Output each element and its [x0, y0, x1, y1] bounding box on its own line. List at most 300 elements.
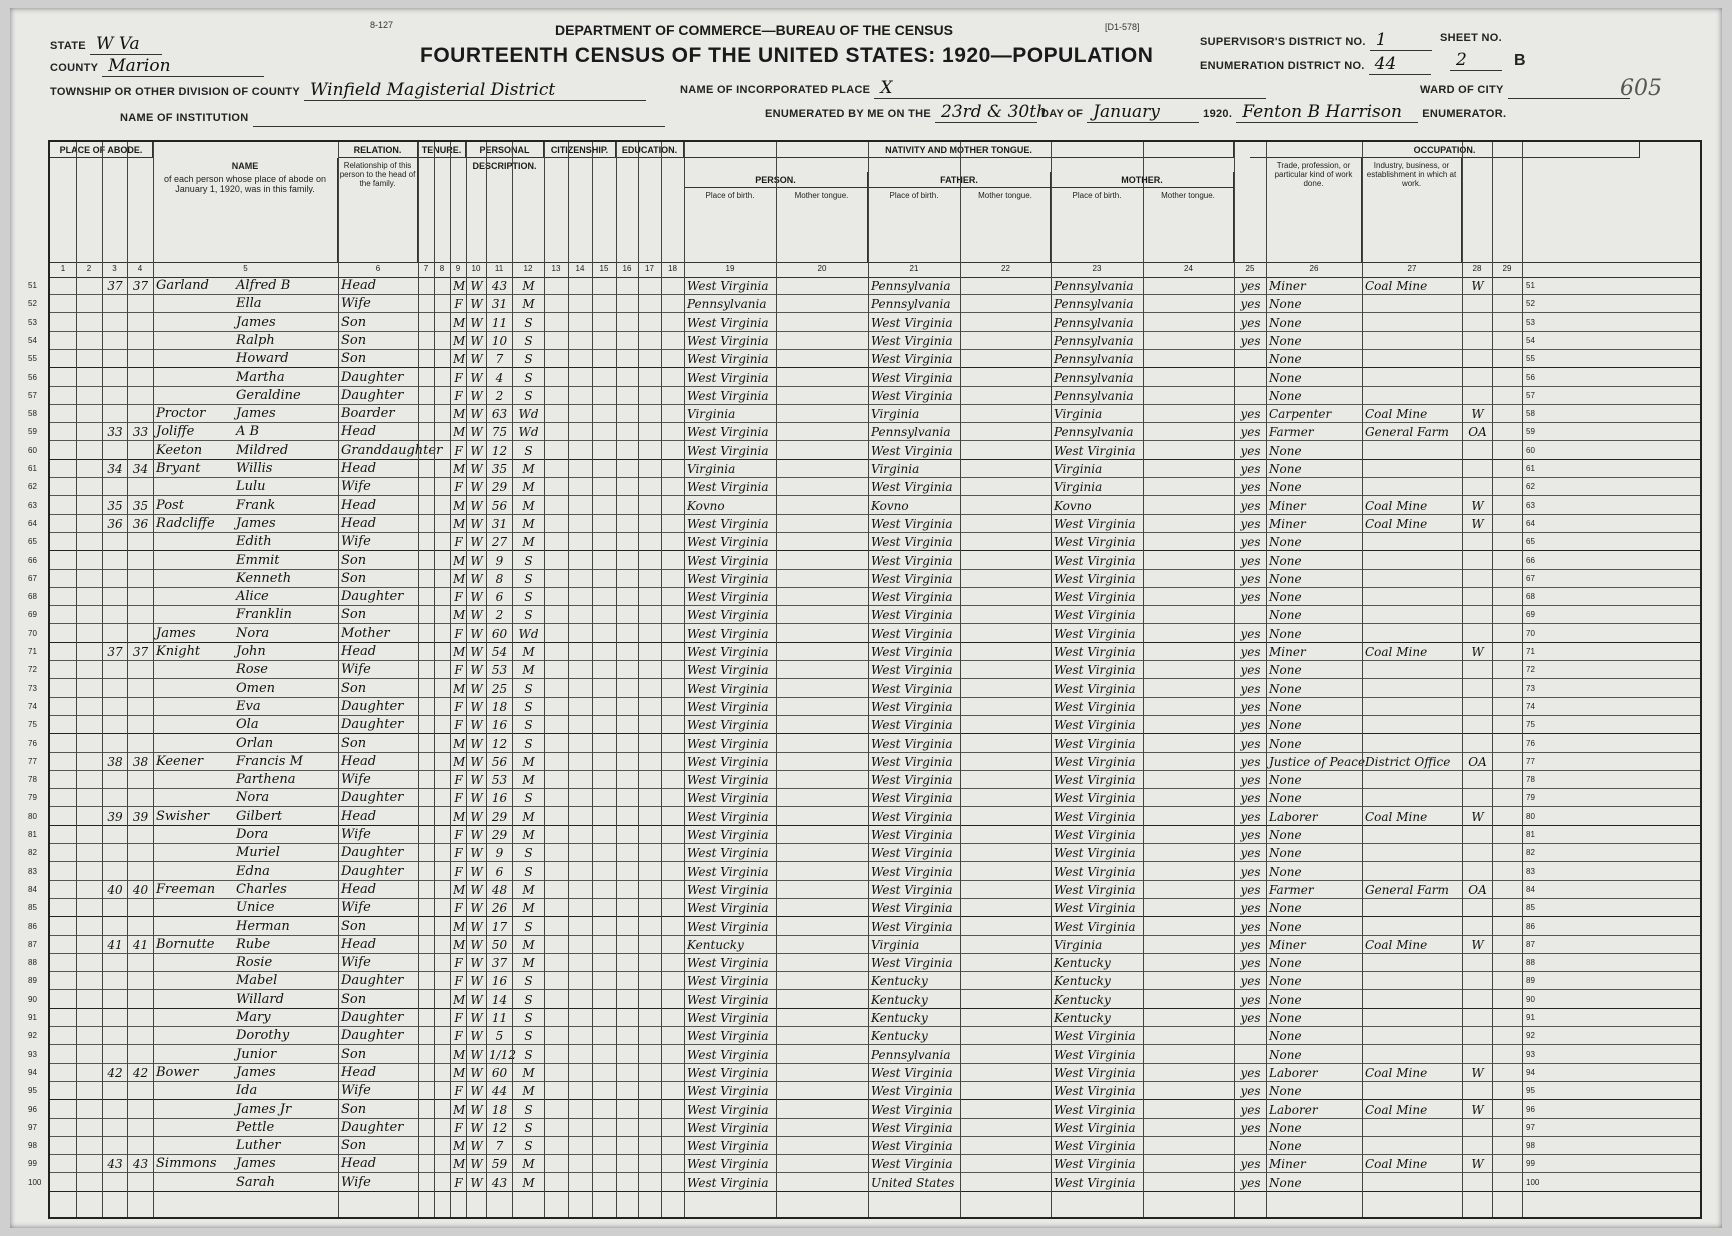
line-number: 67	[28, 573, 37, 583]
mar-cell: S	[524, 1029, 533, 1044]
rel-cell: Son	[341, 1138, 367, 1154]
fam-cell: 43	[132, 1157, 149, 1172]
cls-cell	[1465, 295, 1490, 313]
race-cell: W	[470, 901, 483, 916]
mpob-cell: Kentucky	[1054, 992, 1111, 1007]
name-cell	[156, 826, 336, 844]
race-cell: W	[470, 1157, 483, 1172]
enumerator-label: ENUMERATOR.	[1422, 108, 1507, 120]
name-cell	[156, 936, 336, 954]
line-number-right: 87	[1526, 939, 1535, 949]
sex-cell: F	[454, 1084, 463, 1099]
given-name: Franklin	[236, 607, 292, 623]
mar-cell: M	[522, 297, 535, 312]
pob-cell: West Virginia	[687, 333, 769, 348]
eng-cell	[1237, 606, 1264, 624]
table-row	[28, 460, 1700, 478]
occ-cell: Miner	[1269, 516, 1306, 531]
township-label: TOWNSHIP OR OTHER DIVISION OF COUNTY	[50, 86, 300, 98]
column-rule	[338, 142, 339, 1217]
name-cell	[156, 771, 336, 789]
stamp-number: 605	[1620, 76, 1662, 101]
pob-cell: West Virginia	[687, 480, 769, 495]
given-name: James	[236, 314, 276, 330]
race-cell: W	[470, 699, 483, 714]
age-cell: 27	[491, 535, 508, 550]
sex-cell: M	[453, 498, 466, 513]
name-cell	[156, 735, 336, 753]
line-number-right: 91	[1526, 1013, 1535, 1022]
fam-cell	[130, 387, 151, 405]
mpob-cell: Pennsylvania	[1054, 388, 1134, 403]
fpob-cell: West Virginia	[871, 809, 953, 824]
race-cell: W	[470, 425, 483, 440]
table-row	[28, 789, 1700, 807]
given-name: Frank	[236, 497, 276, 513]
dw-cell	[105, 625, 125, 643]
fpob-cell: West Virginia	[871, 901, 953, 916]
fpob-cell: West Virginia	[871, 571, 953, 586]
group-personal: PERSONAL DESCRIPTION.	[466, 142, 544, 158]
occ-cell: None	[1269, 590, 1302, 605]
line-number-right: 86	[1526, 921, 1535, 931]
mar-cell: S	[524, 681, 533, 696]
cls-cell	[1465, 661, 1490, 679]
fpob-cell: West Virginia	[871, 1084, 953, 1099]
cls-cell	[1465, 826, 1490, 844]
cls-cell	[1465, 918, 1490, 936]
occ-cell: None	[1269, 443, 1302, 458]
line-number-right: 51	[1526, 281, 1535, 290]
age-cell: 18	[491, 699, 508, 714]
pob-cell: West Virginia	[687, 1029, 769, 1044]
name-cell	[156, 533, 336, 551]
fpob-cell: Virginia	[871, 462, 920, 476]
occ-cell: None	[1269, 699, 1302, 714]
fpob-cell: Virginia	[871, 407, 920, 422]
name-cell	[156, 314, 336, 332]
cls-cell: OA	[1468, 754, 1487, 769]
cls-cell	[1465, 552, 1490, 570]
rel-cell: Mother	[341, 625, 390, 641]
fam-cell	[130, 1046, 151, 1064]
dw-cell: 33	[107, 425, 123, 440]
ind-cell	[1365, 332, 1460, 350]
ind-cell	[1365, 844, 1460, 862]
eng-cell	[1237, 1137, 1264, 1155]
race-cell: W	[470, 553, 483, 568]
pob-cell: West Virginia	[687, 1084, 769, 1099]
age-cell: 56	[491, 498, 508, 513]
line-number-right: 96	[1526, 1104, 1535, 1114]
rel-cell: Head	[341, 461, 377, 476]
name-cell	[156, 991, 336, 1009]
ind-cell	[1365, 991, 1460, 1009]
dw-cell	[105, 918, 125, 936]
table-row	[28, 515, 1700, 533]
fpob-cell: Kovno	[871, 498, 909, 513]
line-number-right: 54	[1526, 335, 1535, 345]
name-cell	[156, 1119, 336, 1137]
occ-cell: Miner	[1269, 937, 1306, 952]
mar-cell: M	[522, 1065, 535, 1080]
cls-cell	[1465, 844, 1490, 862]
fpob-cell: West Virginia	[871, 1157, 953, 1172]
cls-cell	[1465, 1082, 1490, 1100]
eng-cell: yes	[1240, 1011, 1261, 1025]
line-number-right: 100	[1526, 1177, 1540, 1187]
sex-cell: F	[454, 626, 463, 641]
column-number: 2	[86, 264, 92, 273]
fam-cell: 41	[132, 937, 149, 952]
fam-cell	[130, 1137, 151, 1155]
name-cell	[156, 625, 336, 643]
fpob-cell: West Virginia	[871, 535, 953, 550]
eng-cell: yes	[1240, 462, 1261, 476]
cls-cell	[1465, 899, 1490, 917]
mar-cell: M	[522, 882, 535, 897]
pob-cell: West Virginia	[687, 992, 769, 1007]
line-number-right: 60	[1526, 445, 1535, 455]
father-tongue-header: Mother tongue.	[960, 188, 1051, 262]
eng-cell: yes	[1240, 736, 1261, 751]
name-cell	[156, 423, 336, 441]
fam-cell	[130, 295, 151, 313]
fam-cell	[130, 350, 151, 368]
race-cell: W	[470, 590, 483, 605]
pob-cell: West Virginia	[687, 1102, 769, 1117]
fpob-cell: West Virginia	[871, 352, 953, 367]
ind-cell	[1365, 442, 1460, 460]
dw-cell	[105, 1009, 125, 1027]
mar-cell: S	[524, 333, 533, 348]
pob-cell: West Virginia	[687, 681, 769, 696]
pob-cell: West Virginia	[687, 645, 769, 659]
line-number: 68	[28, 592, 37, 602]
fam-cell	[130, 680, 151, 698]
fpob-cell: West Virginia	[871, 626, 953, 641]
fpob-cell: West Virginia	[871, 333, 953, 348]
rel-cell: Son	[341, 570, 367, 586]
occ-cell: Carpenter	[1269, 407, 1332, 422]
line-number: 71	[28, 647, 37, 656]
line-number-right: 82	[1526, 848, 1535, 858]
fam-cell	[130, 661, 151, 679]
mar-cell: S	[524, 736, 533, 751]
line-number: 92	[28, 1031, 37, 1041]
sex-cell: F	[454, 480, 463, 495]
fam-cell: 37	[132, 645, 149, 659]
cls-cell: OA	[1468, 882, 1487, 897]
race-cell: W	[470, 516, 483, 531]
pob-cell: West Virginia	[687, 315, 769, 330]
pob-cell: West Virginia	[687, 388, 769, 403]
age-cell: 75	[491, 425, 508, 440]
age-cell: 11	[491, 1011, 508, 1025]
fam-cell	[130, 332, 151, 350]
dw-cell	[105, 369, 125, 387]
age-cell: 9	[495, 553, 504, 568]
fpob-cell: West Virginia	[871, 791, 953, 806]
eng-cell: yes	[1240, 864, 1261, 879]
sex-cell: M	[453, 407, 466, 422]
dw-cell	[105, 570, 125, 588]
line-number: 61	[28, 464, 37, 473]
rel-cell: Daughter	[341, 698, 404, 714]
column-rule	[868, 142, 869, 1217]
line-number-right: 97	[1526, 1122, 1535, 1132]
page-title: FOURTEENTH CENSUS OF THE UNITED STATES: 1920—POPULATION	[420, 44, 1154, 67]
name-cell	[156, 753, 336, 771]
dw-cell	[105, 405, 125, 423]
ind-cell: Coal Mine	[1365, 937, 1428, 952]
given-name: Sarah	[236, 1174, 275, 1190]
mpob-cell: West Virginia	[1054, 828, 1136, 842]
name-cell	[156, 661, 336, 679]
ind-cell	[1365, 789, 1460, 807]
dw-cell	[105, 972, 125, 990]
township-value: Winfield Magisterial District	[304, 80, 646, 101]
age-cell: 53	[491, 773, 508, 788]
line-number-right: 63	[1526, 500, 1535, 510]
dw-cell: 34	[107, 462, 123, 476]
line-number: 79	[28, 793, 37, 803]
line-number-right: 67	[1526, 573, 1535, 583]
fpob-cell: West Virginia	[871, 1120, 953, 1135]
line-number: 96	[28, 1104, 37, 1114]
name-cell	[156, 954, 336, 972]
group-person: PERSON.	[684, 172, 868, 188]
sex-cell: F	[454, 535, 463, 550]
table-row	[28, 680, 1700, 698]
pob-cell: West Virginia	[687, 535, 769, 550]
rel-cell: Daughter	[341, 369, 404, 385]
ward-label: WARD OF CITY	[1420, 84, 1504, 96]
table-row	[28, 1155, 1700, 1173]
column-number: 21	[909, 264, 919, 273]
pob-cell: West Virginia	[687, 1120, 769, 1135]
table-row	[28, 661, 1700, 679]
given-name: Dorothy	[236, 1028, 290, 1044]
dw-cell	[105, 332, 125, 350]
dw-cell: 36	[107, 516, 123, 531]
age-cell: 16	[491, 718, 508, 733]
fpob-cell: West Virginia	[871, 882, 953, 897]
mpob-cell: West Virginia	[1054, 608, 1136, 623]
line-number: 70	[28, 628, 37, 638]
ind-cell: District Office	[1365, 754, 1451, 769]
occ-cell: None	[1269, 1084, 1302, 1099]
mar-cell: S	[524, 590, 533, 605]
trade-column-header: Trade, profession, or particular kind of work done.	[1266, 158, 1362, 262]
pob-cell: Pennsylvania	[687, 297, 767, 312]
pob-cell: West Virginia	[687, 279, 769, 293]
line-number: 81	[28, 830, 37, 839]
column-number: 15	[599, 264, 609, 273]
sex-cell: F	[454, 773, 463, 788]
fam-cell	[130, 771, 151, 789]
occ-cell: None	[1269, 297, 1302, 312]
line-number-right: 72	[1526, 665, 1535, 675]
dw-cell	[105, 295, 125, 313]
name-cell	[156, 716, 336, 734]
line-number-right: 52	[1526, 299, 1535, 309]
county-label: COUNTY	[50, 62, 99, 74]
name-cell	[156, 881, 336, 899]
enumerated-label: ENUMERATED BY ME ON THE	[765, 108, 932, 120]
pob-cell: West Virginia	[687, 956, 769, 971]
enumeration-date-line	[765, 102, 1506, 123]
rel-cell: Son	[341, 735, 367, 751]
cls-cell	[1465, 625, 1490, 643]
column-rule	[661, 142, 662, 1217]
column-rule	[592, 142, 593, 1217]
occ-cell: None	[1269, 571, 1302, 586]
given-name: Nora	[236, 625, 270, 641]
table-row	[28, 826, 1700, 844]
mar-cell: S	[524, 919, 533, 934]
column-rule	[1492, 142, 1493, 1217]
fam-cell	[130, 826, 151, 844]
line-number-right: 55	[1526, 354, 1535, 364]
table-row	[28, 844, 1700, 862]
line-number: 69	[28, 610, 37, 620]
name-cell	[156, 789, 336, 807]
cls-cell	[1465, 387, 1490, 405]
fam-cell	[130, 899, 151, 917]
name-cell	[156, 972, 336, 990]
mar-cell: M	[522, 516, 535, 531]
ind-cell	[1365, 1137, 1460, 1155]
eng-cell	[1237, 1027, 1264, 1045]
race-cell: W	[470, 1047, 483, 1062]
table-row	[28, 387, 1700, 405]
age-cell: 16	[491, 974, 508, 989]
pob-cell: Kentucky	[687, 937, 744, 952]
given-name: James	[236, 1156, 276, 1172]
race-cell: W	[470, 974, 483, 989]
race-cell: W	[470, 992, 483, 1007]
mpob-cell: West Virginia	[1054, 1157, 1136, 1172]
race-cell: W	[470, 1102, 483, 1117]
occ-cell: None	[1269, 773, 1302, 788]
age-cell: 12	[491, 443, 508, 458]
incorporated-line	[680, 78, 1266, 99]
fpob-cell: Kentucky	[871, 992, 928, 1007]
dw-cell	[105, 478, 125, 496]
group-relation: RELATION.	[338, 142, 418, 158]
fam-cell	[130, 954, 151, 972]
fam-cell: 42	[132, 1065, 149, 1080]
ind-cell	[1365, 1174, 1460, 1192]
age-cell: 48	[491, 882, 508, 897]
surname: Post	[156, 497, 184, 513]
name-cell	[156, 277, 336, 295]
name-cell	[156, 478, 336, 496]
line-number-right: 93	[1526, 1049, 1535, 1059]
column-number: 28	[1472, 264, 1482, 273]
cls-cell	[1465, 606, 1490, 624]
name-cell	[156, 899, 336, 917]
race-cell: W	[470, 1084, 483, 1099]
county-line	[50, 56, 264, 77]
pob-cell: West Virginia	[687, 516, 769, 531]
sex-cell: F	[454, 718, 463, 733]
ind-cell: Coal Mine	[1365, 279, 1428, 293]
surname: Bower	[156, 1064, 199, 1080]
ind-cell	[1365, 369, 1460, 387]
given-name: Alfred B	[236, 278, 291, 293]
column-number: 14	[575, 264, 585, 273]
column-rule	[1462, 142, 1463, 1217]
line-number-right: 81	[1526, 830, 1535, 839]
pob-cell: Virginia	[687, 462, 736, 476]
line-number: 89	[28, 976, 37, 986]
line-number: 93	[28, 1049, 37, 1059]
pob-cell: West Virginia	[687, 425, 769, 440]
rel-cell: Head	[341, 753, 377, 769]
mar-cell: Wd	[518, 407, 539, 422]
cls-cell	[1465, 771, 1490, 789]
rel-cell: Son	[341, 552, 367, 568]
column-rule	[418, 142, 419, 1217]
column-rule	[153, 142, 154, 1217]
person-tongue-header: Mother tongue.	[776, 188, 868, 262]
line-number-right: 85	[1526, 903, 1535, 913]
mpob-cell: West Virginia	[1054, 1102, 1136, 1117]
mar-cell: S	[524, 1047, 533, 1062]
eng-cell: yes	[1240, 809, 1261, 824]
rel-cell: Wife	[341, 1083, 371, 1099]
mpob-cell: Virginia	[1054, 462, 1103, 476]
occ-cell: None	[1269, 901, 1302, 916]
mpob-cell: West Virginia	[1054, 516, 1136, 531]
given-name: James	[236, 406, 276, 422]
pob-cell: West Virginia	[687, 882, 769, 897]
cls-cell	[1465, 1174, 1490, 1192]
race-cell: W	[470, 754, 483, 769]
cls-cell	[1465, 1027, 1490, 1045]
fam-cell: 40	[132, 882, 149, 897]
fpob-cell: West Virginia	[871, 956, 953, 971]
fpob-cell: West Virginia	[871, 480, 953, 495]
column-number: 8	[439, 264, 445, 273]
age-cell: 29	[491, 809, 508, 824]
line-number: 57	[28, 390, 37, 400]
age-cell: 10	[491, 333, 508, 348]
column-number: 9	[455, 264, 461, 273]
eng-cell: yes	[1240, 718, 1261, 733]
dw-cell	[105, 387, 125, 405]
fpob-cell: West Virginia	[871, 846, 953, 861]
eng-cell: yes	[1240, 279, 1261, 293]
sheet-number-label: SHEET NO.	[1440, 32, 1502, 44]
race-cell: W	[470, 937, 483, 952]
dw-cell	[105, 680, 125, 698]
column-rule	[1362, 142, 1363, 1217]
table-row	[28, 1119, 1700, 1137]
eng-cell: yes	[1240, 1065, 1261, 1080]
race-cell: W	[470, 773, 483, 788]
line-number: 51	[28, 281, 37, 290]
sex-cell: M	[453, 315, 466, 330]
fpob-cell: West Virginia	[871, 919, 953, 934]
county-value: Marion	[102, 56, 264, 77]
enumeration-district-value: 44	[1369, 54, 1431, 75]
sex-cell: M	[453, 571, 466, 586]
eng-cell: yes	[1240, 535, 1261, 550]
rel-cell: Daughter	[341, 973, 404, 989]
